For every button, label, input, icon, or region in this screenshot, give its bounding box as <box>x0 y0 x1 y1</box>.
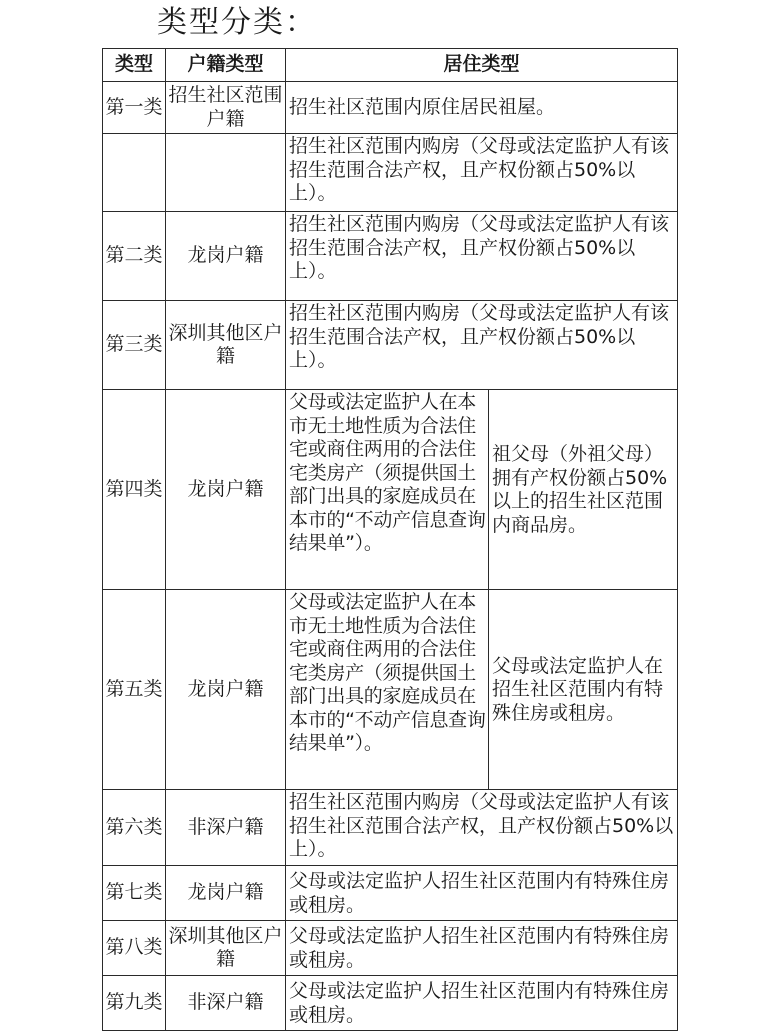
type-cell: 第六类 <box>103 790 166 866</box>
residence-cell: 招生社区范围内购房（父母或法定监护人有该招生社区范围合法产权，且产权份额占50%以上）。 <box>286 790 678 866</box>
header-residence: 居住类型 <box>286 49 678 82</box>
table-row <box>103 921 678 976</box>
page-title: 类型分类： <box>157 5 317 40</box>
hukou-cell <box>166 134 286 212</box>
residence-cell: 招生社区范围内购房（父母或法定监护人有该招生范围合法产权，且产权份额占50%以上）。 <box>286 301 678 390</box>
type-cell: 第三类 <box>103 301 166 390</box>
table-row <box>103 866 678 921</box>
hukou-cell: 龙岗户籍 <box>166 590 286 790</box>
type-cell: 第八类 <box>103 921 166 976</box>
residence-cell-b: 父母或法定监护人在招生社区范围内有特殊住房或租房。 <box>489 590 678 790</box>
table-row <box>103 390 678 590</box>
residence-cell: 父母或法定监护人招生社区范围内有特殊住房或租房。 <box>286 866 678 921</box>
residence-cell-a: 父母或法定监护人在本市无土地性质为合法住宅或商住两用的合法住宅类房产（须提供国土部门出具的家庭成员在本市的“不动产信息查询结果单”）。 <box>286 590 489 790</box>
hukou-cell: 龙岗户籍 <box>166 866 286 921</box>
residence-cell: 父母或法定监护人招生社区范围内有特殊住房或租房。 <box>286 976 678 1031</box>
hukou-cell: 非深户籍 <box>166 790 286 866</box>
header-row <box>103 49 678 82</box>
table-row <box>103 976 678 1031</box>
table-row <box>103 212 678 301</box>
hukou-cell: 深圳其他区户籍 <box>166 301 286 390</box>
table-row <box>103 590 678 790</box>
type-cell: 第五类 <box>103 590 166 790</box>
hukou-cell: 龙岗户籍 <box>166 212 286 301</box>
type-cell: 第一类 <box>103 82 166 134</box>
hukou-cell: 深圳其他区户籍 <box>166 921 286 976</box>
type-cell: 第二类 <box>103 212 166 301</box>
residence-cell: 招生社区范围内原住居民祖屋。 <box>286 82 678 134</box>
table-row <box>103 790 678 866</box>
type-cell: 第七类 <box>103 866 166 921</box>
type-cell: 第九类 <box>103 976 166 1031</box>
hukou-cell: 非深户籍 <box>166 976 286 1031</box>
header-hukou: 户籍类型 <box>166 49 286 82</box>
hukou-cell: 招生社区范围户籍 <box>166 82 286 134</box>
table-row <box>103 82 678 134</box>
table-row <box>103 301 678 390</box>
residence-cell-a: 父母或法定监护人在本市无土地性质为合法住宅或商住两用的合法住宅类房产（须提供国土部门出具的家庭成员在本市的“不动产信息查询结果单”）。 <box>286 390 489 590</box>
residence-cell: 父母或法定监护人招生社区范围内有特殊住房或租房。 <box>286 921 678 976</box>
header-type: 类型 <box>103 49 166 82</box>
type-cell: 第四类 <box>103 390 166 590</box>
residence-cell: 招生社区范围内购房（父母或法定监护人有该招生范围合法产权，且产权份额占50%以上）。 <box>286 134 678 212</box>
type-cell <box>103 134 166 212</box>
hukou-cell: 龙岗户籍 <box>166 390 286 590</box>
classification-table <box>102 48 678 1031</box>
residence-cell-b: 祖父母（外祖父母）拥有产权份额占50%以上的招生社区范围内商品房。 <box>489 390 678 590</box>
table-row <box>103 134 678 212</box>
residence-cell: 招生社区范围内购房（父母或法定监护人有该招生范围合法产权，且产权份额占50%以上）。 <box>286 212 678 301</box>
